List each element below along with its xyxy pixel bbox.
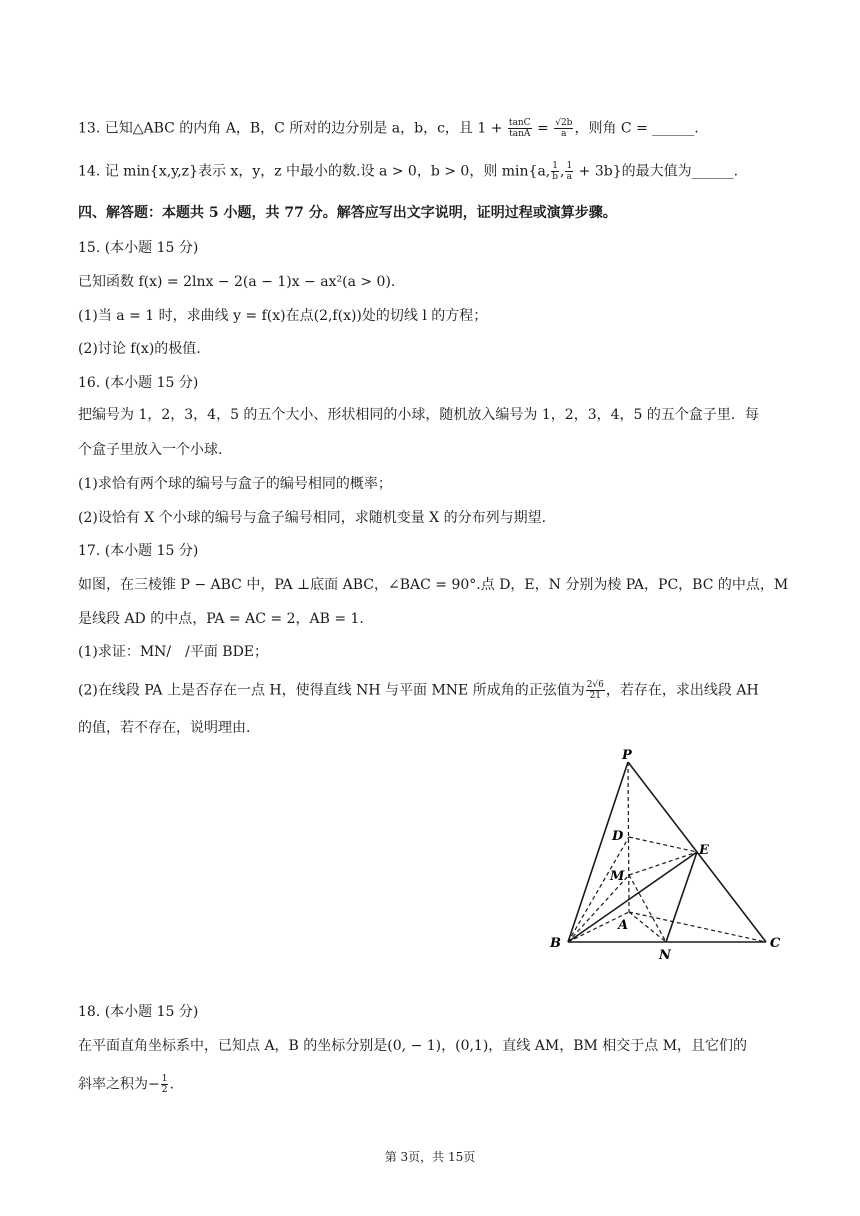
question-17-stem-2: 是线段 AD 的中点，PA = AC = 2，AB = 1. bbox=[78, 611, 364, 627]
fraction-1-2: $\frac{1}{2}$ bbox=[161, 1074, 168, 1095]
question-15-part-2: (2)讨论 f(x)的极值. bbox=[78, 341, 201, 357]
label-P: P bbox=[622, 748, 632, 763]
question-16-title: 16. (本小题 15 分) bbox=[78, 375, 199, 391]
fraction-1-b: $\frac{1}{b}$ bbox=[552, 161, 559, 182]
edge-AN bbox=[629, 912, 666, 942]
label-A: A bbox=[618, 918, 629, 933]
question-15-title: 15. (本小题 15 分) bbox=[78, 240, 199, 256]
question-16-part-2: (2)设恰有 X 个小球的编号与盒子编号相同，求随机变量 X 的分布列与期望. bbox=[78, 510, 547, 526]
question-16-stem-1: 把编号为 1，2，3，4，5 的五个大小、形状相同的小球，随机放入编号为 1，2，3，4，5 的五个盒子里．每 bbox=[78, 407, 759, 423]
edge-MN bbox=[629, 875, 666, 942]
label-C: C bbox=[770, 936, 781, 951]
question-14: 14. 记 min{x,y,z}表示 x，y，z 中最小的数.设 a > 0，b > 0，则 min{a, $\frac{1}{b}$ , $\frac{1}{a}$ + 3b}的最大值为______. bbox=[78, 161, 739, 182]
question-17-part-2: (2)在线段 PA 上是否存在一点 H，使得直线 NH 与平面 MNE 所成角的正弦值为 $\frac{2√6}{21}$ ，若存在，求出线段 AH bbox=[78, 680, 759, 701]
question-17-part-1: (1)求证：MN/ /平面 BDE； bbox=[78, 644, 269, 660]
question-17-title: 17. (本小题 15 分) bbox=[78, 543, 199, 559]
label-M: M bbox=[610, 869, 625, 884]
fraction-1-a: $\frac{1}{a}$ bbox=[566, 161, 573, 182]
section-4-header: 四、解答题：本题共 5 小题，共 77 分。解答应写出文字说明，证明过程或演算步骤。 bbox=[78, 205, 617, 221]
fraction-root2b-a: $\frac{√2b}{a}$ bbox=[555, 118, 573, 139]
question-15-part-1: (1)当 a = 1 时，求曲线 y = f(x)在点(2,f(x))处的切线 l 的方程； bbox=[78, 308, 488, 324]
question-17-stem-1: 如图，在三棱锥 P − ABC 中，PA ⊥底面 ABC，∠BAC = 90°.点 D，E，N 分别为棱 PA，PC，BC 的中点，M bbox=[78, 577, 789, 593]
question-15-stem: 已知函数 f(x) = 2lnx − 2(a − 1)x − ax²(a > 0). bbox=[78, 274, 396, 290]
pyramid-figure bbox=[538, 748, 788, 963]
label-N: N bbox=[659, 948, 671, 963]
edge-BE bbox=[568, 852, 697, 942]
question-13: 13. 已知△ABC 的内角 A，B，C 所对的边分别是 a，b，c，且 1 + $\frac{\tan C}{\tan A}$ = $\frac{√2b}{a}$ ，则角 C = ______. bbox=[78, 118, 699, 139]
edge-ME bbox=[629, 852, 697, 875]
question-17-part-2-cont: 的值，若不存在，说明理由. bbox=[78, 720, 251, 736]
question-16-stem-2: 个盒子里放入一个小球. bbox=[78, 442, 223, 458]
question-16-part-1: (1)求恰有两个球的编号与盒子的编号相同的概率； bbox=[78, 476, 392, 492]
label-D: D bbox=[612, 829, 624, 844]
fraction-tanC-tanA: $\frac{\tan C}{\tan A}$ bbox=[508, 118, 531, 139]
label-E: E bbox=[699, 843, 709, 858]
question-18-title: 18. (本小题 15 分) bbox=[78, 1004, 199, 1020]
label-B: B bbox=[550, 936, 561, 951]
edge-PB bbox=[568, 762, 628, 942]
fraction-2root6-21: $\frac{2√6}{21}$ bbox=[586, 680, 604, 701]
question-18-stem-1: 在平面直角坐标系中，已知点 A，B 的坐标分别是(0, − 1)，(0,1)，直线 AM，BM 相交于点 M，且它们的 bbox=[78, 1038, 748, 1054]
page-footer: 第 3页，共 15页 bbox=[384, 1150, 476, 1164]
question-18-stem-2: 斜率之积为− $\frac{1}{2}$ . bbox=[78, 1074, 174, 1095]
edge-NE bbox=[666, 852, 697, 942]
